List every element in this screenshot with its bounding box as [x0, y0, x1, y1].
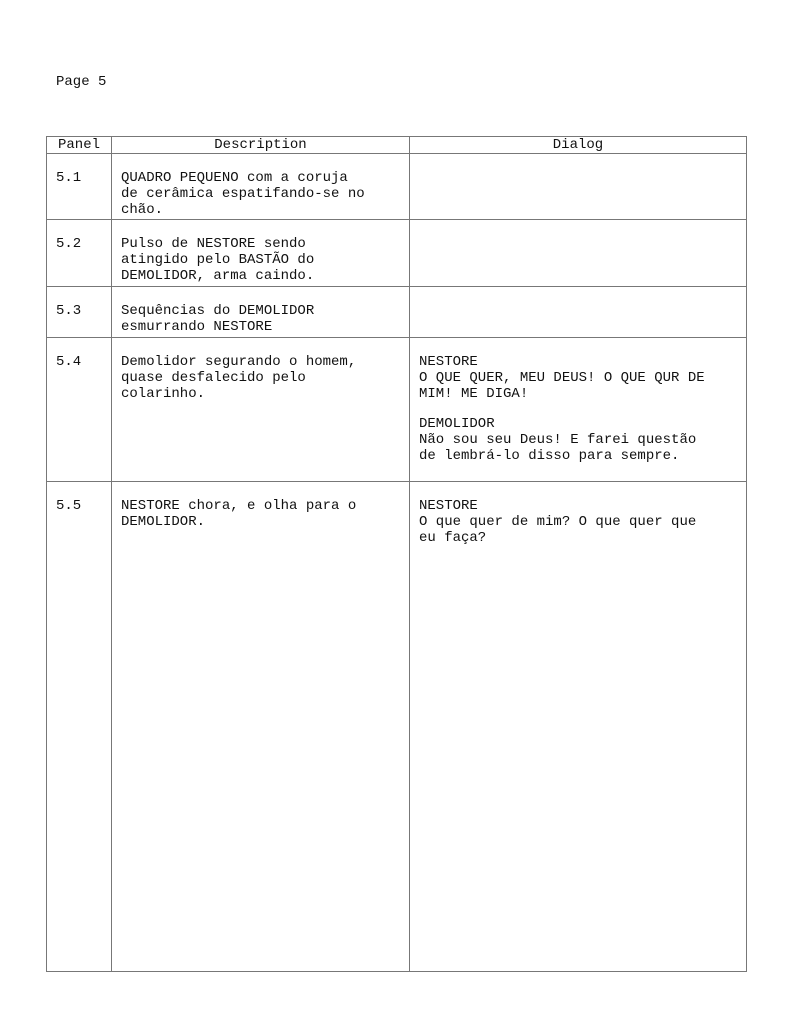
dialog-line: de lembrá-lo disso para sempre.	[419, 448, 680, 464]
table-row	[47, 220, 747, 287]
description-cell	[112, 482, 410, 972]
speaker-name: NESTORE	[419, 498, 478, 514]
speaker-name: NESTORE	[419, 354, 478, 370]
table-row	[47, 338, 747, 482]
description-line: QUADRO PEQUENO com a coruja	[121, 170, 348, 186]
description-line: Pulso de NESTORE sendo	[121, 236, 306, 252]
description-cell	[112, 287, 410, 338]
header-dialog: Dialog	[410, 137, 747, 154]
dialog-block	[419, 354, 738, 402]
header-row	[47, 137, 747, 154]
description-line: de cerâmica espatifando-se no	[121, 186, 365, 202]
table-row	[47, 287, 747, 338]
description-line: esmurrando NESTORE	[121, 319, 273, 335]
description-line: DEMOLIDOR.	[121, 514, 206, 530]
description-line: NESTORE chora, e olha para o	[121, 498, 357, 514]
script-table	[46, 136, 747, 972]
dialog-line: O que quer de mim? O que quer que	[419, 514, 697, 530]
dialog-line: eu faça?	[419, 530, 487, 546]
panel-number: 5.2	[47, 220, 112, 287]
description-line: Sequências do DEMOLIDOR	[121, 303, 315, 319]
page-label: Page 5	[56, 74, 107, 90]
header-panel: Panel	[47, 137, 112, 154]
description-line: DEMOLIDOR, arma caindo.	[121, 268, 315, 284]
description-line: quase desfalecido pelo	[121, 370, 306, 386]
dialog-line: O QUE QUER, MEU DEUS! O QUE QUR DE	[419, 370, 705, 386]
description-cell	[112, 220, 410, 287]
panel-number: 5.4	[47, 338, 112, 482]
dialog-block	[419, 498, 738, 546]
dialog-cell	[410, 154, 747, 220]
speaker-name: DEMOLIDOR	[419, 416, 495, 432]
dialog-cell	[410, 482, 747, 972]
dialog-cell	[410, 220, 747, 287]
description-line: atingido pelo BASTÃO do	[121, 252, 315, 268]
table-row	[47, 482, 747, 972]
panel-number: 5.3	[47, 287, 112, 338]
dialog-line: Não sou seu Deus! E farei questão	[419, 432, 697, 448]
description-cell	[112, 338, 410, 482]
header-description: Description	[112, 137, 410, 154]
dialog-block	[419, 416, 738, 464]
description-line: Demolidor segurando o homem,	[121, 354, 357, 370]
dialog-cell	[410, 287, 747, 338]
panel-number: 5.1	[47, 154, 112, 220]
table-row	[47, 154, 747, 220]
description-line: chão.	[121, 202, 164, 218]
panel-number: 5.5	[47, 482, 112, 972]
description-line: colarinho.	[121, 386, 206, 402]
dialog-cell	[410, 338, 747, 482]
description-cell	[112, 154, 410, 220]
dialog-line: MIM! ME DIGA!	[419, 386, 529, 402]
